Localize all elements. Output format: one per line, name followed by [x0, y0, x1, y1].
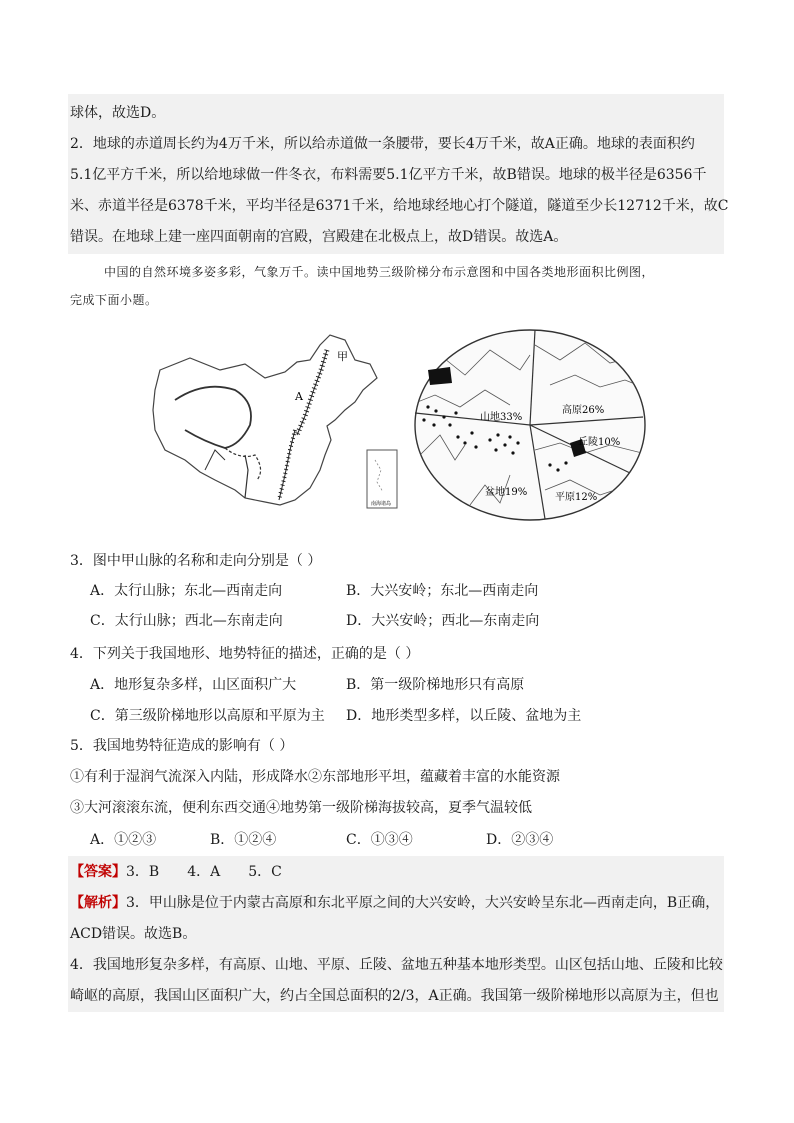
explanation-line: 2．地球的赤道周长约为4万千米，所以给赤道做一条腰带，要长4万千米，故A正确。地球的表面积约 [70, 136, 695, 152]
q5-option-c[interactable]: C．①③④ [346, 832, 413, 848]
q5-statements: ③大河滚滚东流，便利东西交通④地势第一级阶梯海拔较高，夏季气温较低 [70, 800, 532, 816]
q5-option-b[interactable]: B．①②④ [210, 832, 277, 848]
analysis-line: 崎岖的高原，我国山区面积广大，约占全国总面积的2/3，A正确。我国第一级阶梯地形以高原为主，但也 [70, 988, 719, 1004]
question-3-stem: 3．图中甲山脉的名称和走向分别是（ ） [70, 553, 322, 569]
q5-option-d[interactable]: D．②③④ [486, 832, 554, 848]
explanation-line: 5.1亿平方千米，所以给地球做一件冬衣，布料需要5.1亿平方千米，故B错误。地球的极半径是6356千 [70, 167, 707, 183]
answer-tag: 【答案】 [70, 864, 126, 880]
q3-option-a[interactable]: A．太行山脉；东北—西南走向 [90, 583, 283, 599]
answer-text: 3．B 4．A 5．C [126, 864, 282, 880]
china-terrain-map [145, 330, 405, 520]
analysis-line [70, 893, 730, 913]
analysis-text: 3．甲山脉是位于内蒙古高原和东北平原之间的大兴安岭，大兴安岭呈东北—西南走向，B正确， [126, 895, 720, 911]
pie-label-plain: 平原12% [555, 492, 598, 503]
analysis-line: 4．我国地形复杂多样，有高原、山地、平原、丘陵、盆地五种基本地形类型。山区包括山地、丘陵和比较 [70, 957, 723, 973]
pie-label-mountain: 山地33% [480, 412, 523, 423]
q5-statements: ①有利于湿润气流深入内陆，形成降水②东部地形平坦，蕴藏着丰富的水能资源 [70, 769, 560, 785]
analysis-line: ACD错误。故选B。 [70, 926, 197, 942]
q5-option-a[interactable]: A．①②③ [90, 832, 157, 848]
explanation-line: 米、赤道半径是6378千米，平均半径是6371千米，给地球经地心打个隧道，隧道至少长12712千米，故C [70, 198, 729, 214]
map-label-jia: 甲 [337, 350, 348, 363]
pie-label-basin: 盆地19% [485, 487, 528, 498]
q3-option-d[interactable]: D．大兴安岭；西北—东南走向 [346, 613, 540, 629]
inset-caption: 南海诸岛 [371, 501, 392, 507]
q4-option-c[interactable]: C．第三级阶梯地形以高原和平原为主 [90, 708, 325, 724]
q3-option-b[interactable]: B．大兴安岭；东北—西南走向 [346, 583, 539, 599]
map-label-a: A [295, 390, 303, 403]
question-5-stem: 5．我国地势特征造成的影响有（ ） [70, 738, 294, 754]
answer-line [70, 862, 730, 882]
explanation-line: 球体，故选D。 [70, 105, 166, 121]
q4-option-d[interactable]: D．地形类型多样，以丘陵、盆地为主 [346, 708, 582, 724]
terrain-pie-chart [410, 325, 650, 525]
q4-option-b[interactable]: B．第一级阶梯地形只有高原 [346, 677, 525, 693]
q4-option-a[interactable]: A．地形复杂多样，山区面积广大 [90, 677, 297, 693]
analysis-tag: 【解析】 [70, 895, 126, 911]
pie-label-plateau: 高原26% [562, 405, 605, 416]
pie-label-hill: 丘陵10% [578, 437, 621, 448]
pie-decoration [428, 367, 452, 385]
explanation-line: 错误。在地球上建一座四面朝南的宫殿，宫殿建在北极点上，故D错误。故选A。 [70, 229, 568, 245]
south-sea-inset [367, 450, 397, 508]
q3-option-c[interactable]: C．太行山脉；西北—东南走向 [90, 613, 283, 629]
question-4-stem: 4．下列关于我国地形、地势特征的描述，正确的是（ ） [70, 646, 420, 662]
intro-text: 完成下面小题。 [70, 293, 158, 307]
intro-text: 中国的自然环境多姿多彩，气象万千。读中国地势三级阶梯分布示意图和中国各类地形面积比例图， [104, 265, 655, 279]
